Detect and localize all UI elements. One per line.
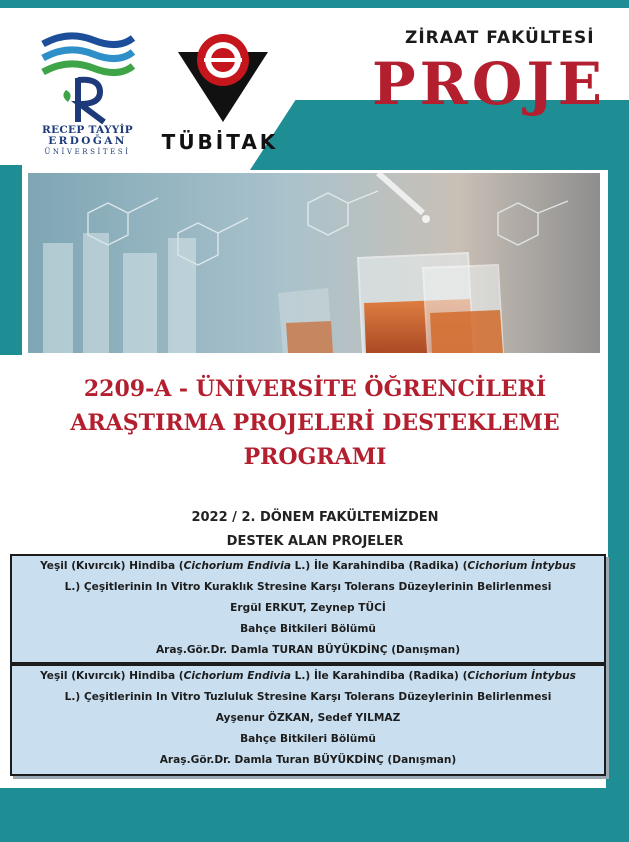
proje-badge: PROJE xyxy=(372,50,606,118)
project-students: Ayşenur ÖZKAN, Sedef YILMAZ xyxy=(215,712,401,724)
program-title-line1: 2209-A - ÜNİVERSİTE ÖĞRENCİLERİ xyxy=(83,376,547,402)
project-title-line2: L.) Çeşitlerinin In Vitro Kuraklık Stresine Karşı Tolerans Düzeylerinin Belirlenmesi xyxy=(64,581,552,593)
project-title-text: L.) İle Karahindiba (Radika) ( xyxy=(290,670,468,682)
project-title-text: Yeşil (Kıvırcık) Hindiba ( xyxy=(40,670,184,682)
project-department: Bahçe Bitkileri Bölümü xyxy=(240,623,376,635)
university-name-line1: RECEP TAYYİP xyxy=(42,124,133,136)
agency-name: TÜBİTAK xyxy=(161,130,279,154)
project-advisor: Araş.Gör.Dr. Damla TURAN BÜYÜKDİNÇ (Danışman) xyxy=(155,644,461,656)
top-strip xyxy=(0,0,629,8)
right-band-lower xyxy=(606,595,629,795)
university-logo xyxy=(38,30,138,125)
species-name: Cichorium İntybus xyxy=(467,670,576,682)
subtitle xyxy=(100,506,530,554)
program-title-line3: PROGRAMI xyxy=(243,444,387,470)
faculty-name: ZİRAAT FAKÜLTESİ xyxy=(405,28,595,48)
project-students: Ergül ERKUT, Zeynep TÜCİ xyxy=(230,602,386,614)
project-department: Bahçe Bitkileri Bölümü xyxy=(240,733,376,745)
program-title xyxy=(30,372,600,474)
laboratory-banner-image xyxy=(28,173,600,353)
project-title-text: Yeşil (Kıvırcık) Hindiba ( xyxy=(40,560,184,572)
university-name xyxy=(30,125,145,158)
project-card xyxy=(10,554,606,664)
project-advisor: Araş.Gör.Dr. Damla Turan BÜYÜKDİNÇ (Danışman) xyxy=(159,754,457,766)
project-title-line1 xyxy=(12,666,604,687)
program-title-line2: ARAŞTIRMA PROJELERİ DESTEKLEME xyxy=(70,410,560,436)
species-name: Cichorium İntybus xyxy=(467,560,576,572)
project-card xyxy=(10,664,606,776)
project-title-line1 xyxy=(12,556,604,577)
university-name-line3: ÜNİVERSİTESİ xyxy=(44,148,131,156)
species-name: Cichorium Endivia xyxy=(183,670,291,682)
subtitle-line1: 2022 / 2. DÖNEM FAKÜLTEMİZDEN xyxy=(191,510,439,525)
right-band xyxy=(608,165,629,605)
footer-band xyxy=(0,788,629,842)
university-name-line2: ERDOĞAN xyxy=(48,135,127,147)
project-title-text: L.) İle Karahindiba (Radika) ( xyxy=(290,560,468,572)
species-name: Cichorium Endivia xyxy=(183,560,291,572)
project-title-line2: L.) Çeşitlerinin In Vitro Tuzluluk Stresine Karşı Tolerans Düzeylerinin Belirlenmesi xyxy=(64,691,552,703)
tubitak-logo xyxy=(168,30,278,125)
left-band xyxy=(0,165,22,355)
subtitle-line2: DESTEK ALAN PROJELER xyxy=(226,534,404,549)
